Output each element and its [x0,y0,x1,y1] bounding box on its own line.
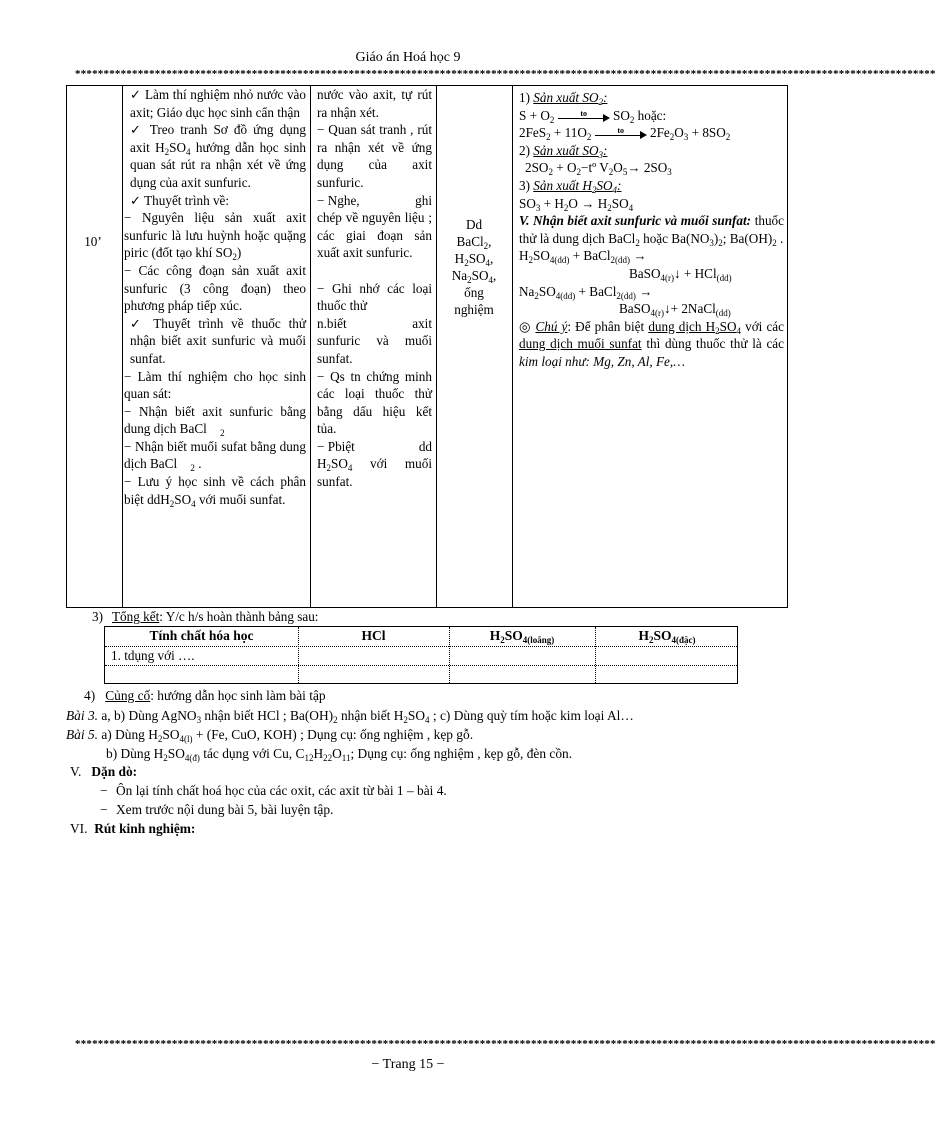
teacher-activities [124,86,306,508]
header-separator: ******************************************************************************************************************************************************* [75,68,936,80]
homework-item: − Ôn lại tính chất hoá học của các oxit, các axit từ bài 1 – bài 4. [100,783,447,798]
exercise-5a: Bài 5. a) Dùng $H_2SO_{4(l)} + (Fe$, CuO, KOH) ; Dụng cụ: ống nghiệm , kẹp gỗ. [66,727,474,744]
materials-cell [439,216,509,318]
student-activity: − Quan sát tranh , rút ra nhận xét về ứng dụng của axit sunfuric. [317,122,432,190]
material-item: nghiệm [454,302,494,317]
student-activity: − Ghi nhớ các loại thuốc thử [317,280,432,314]
column-divider [436,86,437,607]
reaction-arrow: to [558,112,610,122]
teacher-activity: − Nhận biết muối sufat bằng dung dịch BaCl $_2$ . [124,438,306,474]
teacher-activity: ✓ Thuyết trình về: [130,192,230,208]
summary-row-label: 1. tdụng với …. [111,648,195,663]
exercise-3: Bài 3. a, b) Dùng AgNO$_3$ nhận biết HCl ; $Ba(OH)_2$ nhận biết $H_2SO_4$ ; c) Dùng quỳ tím hoặc kim loại Al… [66,708,634,725]
student-activity: − Qs tn chứng minh các loại thuốc thử bằng dấu hiệu kết tủa. [317,368,432,437]
student-activities [317,86,432,491]
content-section: V. Nhận biết axit sunfuric và muối sunfat: thuốc thử là dung dịch BaCl$_2$ hoặc $Ba(NO_3)_2$; $Ba(OH)_2$ . [519,213,784,248]
teacher-activity: ✓ Thuyết trình về thuốc thử nhận biết axit sunfuric và muối sunfat. [130,315,306,366]
column-divider [122,86,123,607]
summary-heading: Tổng kết: Y/c h/s hoàn thành bảng sau: [112,609,319,624]
content-note: ◎ Chú ý: Để phân biệt dung dịch $H_2SO_4$ với các dung dịch muối sunfat thì dùng thuốc thử là các kim loại như: Mg, Zn, Al, Fe,… [519,318,785,369]
experience-heading: VI. Rút kinh nghiệm: [70,821,196,836]
equation: $Na_2SO_{4(dd)}$ + BaCl$_{2(dd)}$ → [519,283,653,301]
student-activity: n.biết axit [317,315,432,331]
equation: BaSO$_{4(r)}$↓+ 2NaCl$_{(dd)}$ [619,301,731,319]
student-activity: nước vào axit, tự rút ra nhận xét. [317,87,432,120]
teacher-activity: ✓ Làm thí nghiệm nhỏ nước vào axit; Giáo dục học sinh cẩn thận [130,87,306,120]
teacher-activity: − Nhận biết axit sunfuric bằng dung dịch BaCl $_2$ [124,403,306,439]
column-divider [512,86,513,607]
equation: BaSO$_{4(r)}$↓ + HCl$_{(dd)}$ [629,265,732,283]
equation: $S + O_2$ to $SO_2$ hoặc: [519,107,667,125]
summary-number: 3) [92,609,103,624]
student-activity: sunfuric và muối sunfat. [317,333,432,366]
summary-header-cell: Tính chất hóa học [149,628,254,643]
student-activity: $H_2SO_4$ với muối sunfat. [317,456,432,490]
student-activity: chép về nguyên liệu ; các giai đoạn sản xuất axit sunfuric. [317,210,432,261]
reaction-arrow: to [595,129,647,139]
homework-heading: V. Dặn dò: [70,764,138,779]
summary-table [104,626,738,684]
equation: $H_2SO_{4(dd)}$ + BaCl$_{2(dd)}$ → [519,248,647,266]
content-heading: 1) Sản xuất $SO_2$: [519,90,608,107]
content-cell [519,89,784,371]
content-heading: 2) Sản xuất $SO_3$: [519,142,608,160]
time-cell: 10’ [84,234,102,249]
summary-header-cell: $H_2SO_{4(loãng)}$ [489,628,555,645]
material-item: Dd [465,217,483,232]
column-divider [310,86,311,607]
content-heading: 3) Sản xuất $H_2SO_4$: [519,177,622,195]
consolidate-line: 4) Củng cố: hướng dẫn học sinh làm bài tập [84,688,326,703]
student-activity: − Nghe, ghi [317,192,432,208]
material-item: $H_2SO_4$, [454,251,494,268]
teacher-activity: ✓ Treo tranh Sơ đồ ứng dụng axit $H_2SO_4$ hướng dẫn học sinh quan sát rút ra nhận xét về ứng dụng của axit sunfuric. [130,122,306,190]
summary-header-cell: $H_2SO_{4(đặc)}$ [638,628,696,645]
page-number: − Trang 15 − [371,1057,445,1072]
page-header-title: Giáo án Hoá học 9 [355,50,461,65]
summary-row-divider [105,665,737,666]
material-item: ống [464,285,484,300]
teacher-activity: − Làm thí nghiệm cho học sinh quan sát: [124,368,306,402]
material-item: $Na_2SO_4$, [451,268,497,285]
exercise-5b: b) Dùng $H_2SO_{4(đ)}$ tác dụng với Cu, $C_{12}H_{22}O_{11}$; Dụng cụ: ống nghiệm , kẹp gỗ, đèn cồn. [106,746,573,763]
material-item: BaCl$_2$, [456,234,492,251]
equation: $SO_3 + H_2O \to H_2SO_4$ [519,195,634,213]
lesson-table [66,85,788,608]
teacher-activity: − Nguyên liệu sản xuất axit sunfuric là lưu huỳnh hoặc quặng piric (đốt tạo khí $SO_2$) [124,210,306,263]
summary-header-cell: HCl [361,628,386,643]
student-activity: − Pbiệt dd [317,438,432,454]
equation: $2FeS_2 + 11O_2$ to $2Fe_2O_3 + 8SO_2$ [519,125,731,143]
teacher-activity: − Các công đoạn sản xuất axit sunfuric (3 công đoạn) theo phương pháp tiếp xúc. [124,262,306,314]
equation: $2SO_2$ + $O_2-tº$ $V_2O_5\to 2SO_3$ [525,160,672,178]
homework-item: − Xem trước nội dung bài 5, bài luyện tập. [100,802,334,817]
teacher-activity: − Lưu ý học sinh về cách phân biệt $ddH_2SO_4$ với muối sunfat. [124,474,306,509]
footer-separator: ******************************************************************************************************************************************************* [75,1038,936,1050]
